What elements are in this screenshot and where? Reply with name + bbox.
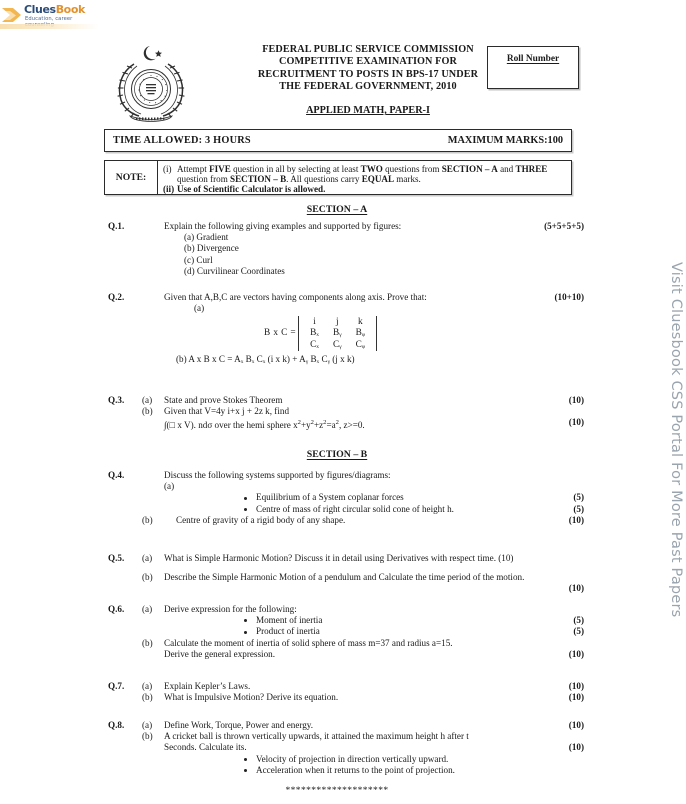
question-5 bbox=[104, 553, 584, 594]
note-item-i bbox=[163, 164, 566, 185]
note-i-frag-section-b: SECTION – B bbox=[230, 173, 287, 184]
header-line-3: RECRUITMENT TO POSTS IN BPS-17 UNDER bbox=[257, 68, 479, 80]
q1-marks: (5+5+5+5) bbox=[544, 221, 584, 231]
note-item-i-text bbox=[177, 164, 566, 185]
q8-a-marks: (10) bbox=[568, 720, 584, 730]
q2-part-b: (b) A x B x C = Aₓ Bₓ Cₓ (i x k) + Aᵧ Bₓ Cᵧ (j x k) bbox=[176, 354, 355, 365]
q4-bullet-2 bbox=[244, 504, 584, 515]
q7-a-text: Explain Kepler’s Laws. bbox=[164, 681, 251, 691]
q3-a-text: State and prove Stokes Theorem bbox=[164, 395, 283, 405]
q3-b-frag-1: ∫(□ x V). ndσ over the hemi sphere x bbox=[164, 420, 298, 431]
note-label: NOTE: bbox=[105, 161, 158, 194]
q8-b-text-2: Seconds. Calculate its. bbox=[164, 742, 247, 753]
question-1 bbox=[104, 221, 584, 277]
q4-b-label: (b) bbox=[142, 514, 153, 525]
note-body bbox=[158, 161, 571, 194]
q6-bullet-2-marks: (5) bbox=[573, 626, 584, 637]
q1-item-d: (d) Curvilinear Coordinates bbox=[184, 265, 285, 276]
q6-b-text-1: Calculate the moment of inertia of solid sphere of mass m=37 and radius a=15. bbox=[164, 637, 453, 648]
q7-number: Q.7. bbox=[108, 681, 125, 691]
determinant-lead: B x C = bbox=[264, 328, 297, 339]
q5-b-label: (b) bbox=[142, 572, 153, 583]
q4-bullet-1-text: Equilibrium of a System coplanar forces bbox=[256, 492, 404, 503]
question-3 bbox=[104, 395, 584, 432]
q1-stem: Explain the following giving examples and supported by figures: bbox=[164, 221, 402, 231]
note-i-frag-c: question in all by selecting at least bbox=[230, 163, 361, 174]
q8-bullet-2-text: Acceleration when it returns to the point of projection. bbox=[256, 764, 455, 775]
q4-bullet-1 bbox=[244, 492, 584, 503]
det-cell-1-2: Bᵩ bbox=[355, 328, 365, 339]
time-and-marks-box bbox=[104, 129, 572, 152]
footer-stars: ******************** bbox=[285, 786, 389, 796]
q6-b-marks: (10) bbox=[568, 648, 584, 659]
q4-stem: Discuss the following systems supported by figures/diagrams: bbox=[164, 470, 391, 480]
q3-b-frag-2: +y bbox=[300, 420, 311, 431]
bullet-dot-icon bbox=[244, 758, 247, 761]
fpsc-emblem-icon bbox=[108, 42, 194, 124]
q7-b-marks: (10) bbox=[568, 692, 584, 703]
q2-number: Q.2. bbox=[108, 292, 125, 302]
q3-b-sup-4: 2 bbox=[335, 419, 339, 427]
q2-determinant bbox=[264, 316, 377, 351]
q6-number: Q.6. bbox=[108, 604, 125, 614]
bullet-dot-icon bbox=[244, 769, 247, 772]
q6-b-text-2: Derive the general expression. bbox=[164, 648, 275, 659]
det-cell-0-2: k bbox=[357, 316, 363, 327]
determinant-bars bbox=[298, 316, 377, 351]
q3-b-label: (b) bbox=[142, 406, 153, 417]
q8-b-label: (b) bbox=[142, 731, 153, 742]
question-2 bbox=[104, 292, 584, 365]
bullet-dot-icon bbox=[244, 508, 247, 511]
q3-number: Q.3. bbox=[108, 395, 125, 405]
note-i-frag-five: FIVE bbox=[209, 163, 231, 174]
note-i-frag-e: questions from bbox=[382, 163, 442, 174]
q8-a-label: (a) bbox=[142, 720, 153, 730]
logo-wordmark bbox=[24, 4, 85, 16]
question-6 bbox=[104, 604, 584, 660]
q8-bullet-list bbox=[104, 754, 584, 776]
q1-number: Q.1. bbox=[108, 221, 125, 231]
q5-b-marks: (10) bbox=[568, 583, 584, 594]
q6-bullet-1-marks: (5) bbox=[573, 615, 584, 626]
bullet-dot-icon bbox=[244, 631, 247, 634]
q8-b-marks: (10) bbox=[568, 742, 584, 753]
q8-number: Q.8. bbox=[108, 720, 125, 730]
q4-b-text: Centre of gravity of a rigid body of any shape. bbox=[176, 514, 346, 525]
note-i-frag-m: marks. bbox=[394, 173, 421, 184]
q3-b-sup-2: 2 bbox=[310, 419, 314, 427]
q7-a-label: (a) bbox=[142, 681, 153, 691]
logo-word-clues: Clues bbox=[24, 3, 56, 16]
q3-b-frag-3: +z bbox=[313, 420, 324, 431]
question-4 bbox=[104, 470, 584, 526]
maximum-marks-text: MAXIMUM MARKS:100 bbox=[447, 135, 563, 146]
q4-a-label: (a) bbox=[164, 481, 175, 492]
det-cell-2-1: Cᵧ bbox=[332, 339, 342, 350]
bullet-dot-icon bbox=[244, 619, 247, 622]
q5-number: Q.5. bbox=[108, 553, 125, 563]
header-line-4: THE FEDERAL GOVERNMENT, 2010 bbox=[279, 81, 457, 93]
q5-b-text: Describe the Simple Harmonic Motion of a pendulum and Calculate the time period of the motion. bbox=[164, 572, 525, 583]
header-line-2: COMPETITIVE EXAMINATION FOR bbox=[279, 56, 457, 68]
question-8 bbox=[104, 720, 584, 776]
bullet-dot-icon bbox=[244, 497, 247, 500]
logo-tagline: Education, career bbox=[25, 16, 73, 22]
note-item-ii-text: Use of Scientific Calculator is allowed. bbox=[177, 184, 326, 195]
q6-bullet-1-text: Moment of inertia bbox=[256, 615, 323, 626]
logo-arrow-icon bbox=[1, 4, 25, 26]
det-cell-2-0: Cₓ bbox=[310, 339, 319, 350]
q3-b-marks: (10) bbox=[568, 417, 584, 428]
q7-a-marks: (10) bbox=[568, 681, 584, 691]
note-i-frag-three: THREE bbox=[515, 163, 548, 174]
q6-bullet-2-text: Product of inertia bbox=[256, 626, 320, 637]
q4-bullet-2-text: Centre of mass of right circular solid cone of height h. bbox=[256, 503, 454, 514]
note-i-frag-i: question from bbox=[177, 173, 231, 184]
cluesbook-logo-watermark bbox=[0, 3, 98, 29]
section-a-heading: SECTION – A bbox=[306, 204, 368, 215]
q3-b-frag-4: =a bbox=[326, 420, 336, 431]
logo-underline-bar bbox=[0, 24, 98, 29]
q1-item-b: (b) Divergence bbox=[184, 243, 239, 254]
q3-b-text-1: Given that V=4y i+x j + 2z k, find bbox=[164, 406, 290, 417]
header-title-block bbox=[200, 44, 536, 94]
q5-a-text: What is Simple Harmonic Motion? Discuss it in detail using Derivatives with respect time. (10) bbox=[164, 553, 514, 563]
det-cell-0-0: i bbox=[313, 316, 316, 327]
q6-b-label: (b) bbox=[142, 637, 153, 648]
q3-a-label: (a) bbox=[142, 395, 153, 405]
q3-b-sup-3: 2 bbox=[323, 419, 327, 427]
q6-bullet-1 bbox=[244, 615, 584, 626]
q8-a-text: Define Work, Torque, Power and energy. bbox=[164, 720, 314, 730]
q1-item-a: (a) Gradient bbox=[184, 232, 229, 243]
section-b-heading: SECTION – B bbox=[306, 449, 368, 460]
note-i-frag-g: and bbox=[497, 163, 516, 174]
question-7 bbox=[104, 681, 584, 703]
q3-b-frag-5: , z>=0. bbox=[338, 420, 365, 431]
roll-number-box[interactable] bbox=[487, 46, 579, 89]
note-i-frag-a: Attempt bbox=[177, 163, 210, 174]
det-cell-0-1: j bbox=[336, 316, 339, 327]
q6-bullet-2 bbox=[244, 626, 584, 637]
q2-part-a-label: (a) bbox=[194, 303, 205, 314]
q4-b-marks: (10) bbox=[568, 514, 584, 525]
q5-a-label: (a) bbox=[142, 553, 153, 563]
note-box bbox=[104, 160, 572, 195]
note-i-frag-section-a: SECTION – A bbox=[441, 163, 498, 174]
q7-b-label: (b) bbox=[142, 692, 153, 703]
det-cell-1-1: Bᵧ bbox=[332, 328, 342, 339]
page-title: APPLIED MATH, PAPER-I bbox=[306, 105, 430, 116]
det-cell-1-0: Bₓ bbox=[310, 328, 319, 339]
document-header bbox=[104, 40, 584, 120]
det-cell-2-2: Cᵩ bbox=[355, 339, 365, 350]
q4-bullet-list bbox=[104, 492, 584, 514]
note-i-frag-two: TWO bbox=[360, 163, 383, 174]
q8-b-text-1: A cricket ball is thrown vertically upwards, it attained the maximum height h after t bbox=[164, 731, 469, 742]
q3-a-marks: (10) bbox=[568, 395, 584, 405]
note-item-ii bbox=[163, 184, 566, 194]
q2-marks: (10+10) bbox=[554, 292, 584, 302]
q2-stem: Given that A,B,C are vectors having components along axis. Prove that: bbox=[164, 292, 427, 302]
time-allowed-text: TIME ALLOWED: 3 HOURS bbox=[113, 135, 251, 146]
note-item-ii-marker: (ii) bbox=[163, 184, 175, 195]
q8-bullet-1 bbox=[244, 754, 584, 765]
header-line-1: FEDERAL PUBLIC SERVICE COMMISSION bbox=[262, 44, 474, 55]
q4-number: Q.4. bbox=[108, 470, 125, 480]
note-i-frag-equal: EQUAL bbox=[361, 173, 395, 184]
q7-b-text: What is Impulsive Motion? Derive its equation. bbox=[164, 692, 339, 703]
note-i-frag-k: . All questions carry bbox=[286, 173, 362, 184]
q1-item-c: (c) Curl bbox=[184, 254, 213, 265]
q4-bullet-2-marks: (5) bbox=[573, 503, 584, 514]
side-watermark bbox=[654, 262, 684, 682]
q3-b-text-2 bbox=[164, 417, 584, 431]
q8-bullet-1-text: Velocity of projection in direction vertically upward. bbox=[256, 753, 449, 764]
q6-bullet-list bbox=[104, 615, 584, 637]
q6-a-text: Derive expression for the following: bbox=[164, 604, 297, 614]
q3-b-sup-1: 2 bbox=[297, 419, 301, 427]
roll-number-label: Roll Number bbox=[506, 54, 560, 64]
logo-word-book: Book bbox=[55, 3, 85, 16]
note-item-i-marker: (i) bbox=[163, 163, 172, 174]
q6-a-label: (a) bbox=[142, 604, 153, 614]
side-watermark-text: Visit Cluesbook CSS Portal For More Past Papers bbox=[668, 262, 684, 618]
q4-bullet-1-marks: (5) bbox=[573, 492, 584, 503]
q8-bullet-2 bbox=[244, 765, 584, 776]
